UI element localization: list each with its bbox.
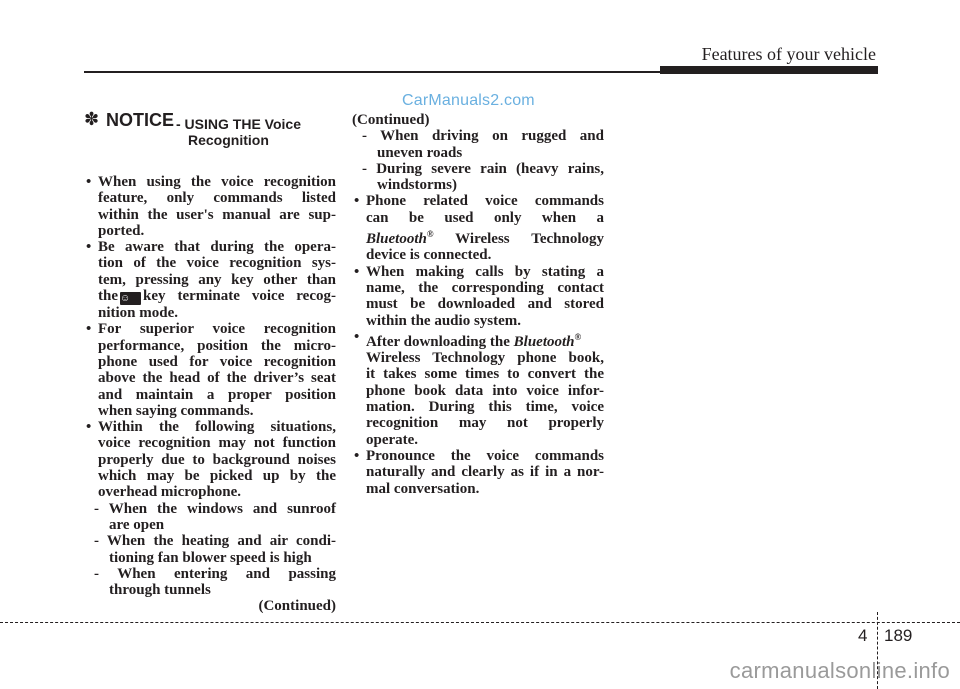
bullet-item [84, 321, 336, 419]
text-line: overhead microphone. [98, 484, 242, 501]
notice-subtitle-2: Recognition [188, 132, 269, 148]
continued-note: (Continued) [258, 598, 336, 615]
text-line: • Phone related voice commands [366, 193, 604, 210]
watermark-bottom: carmanualsonline.info [729, 658, 950, 683]
header-rule-bold [660, 66, 878, 74]
dash-item [84, 533, 336, 566]
text-line: mal conversation. [366, 480, 480, 497]
text-line: - When the windows and sunroof [94, 500, 336, 517]
dash-item [352, 161, 604, 194]
text-line: uneven roads [377, 144, 463, 161]
text-line: can be used only when a [366, 209, 604, 226]
text-line: phone book data into voice infor- [366, 382, 604, 399]
text-line: within the user's manual are sup- [98, 206, 336, 223]
text-line: windstorms) [377, 177, 458, 194]
left-column [84, 109, 336, 615]
text-line: • Within the following situations, [98, 419, 336, 436]
bullet-item [352, 264, 604, 329]
text-line: • For superior voice recognition [98, 321, 336, 338]
text-line: which may be picked up by the [98, 468, 336, 485]
text-line: tion of the voice recognition sys- [98, 255, 336, 272]
text-line: naturally and clearly as if in a nor- [366, 464, 604, 481]
text-line: properly due to background noises [98, 451, 336, 468]
dash-item [84, 501, 336, 534]
text-line: phone used for voice recognition [98, 353, 336, 370]
bullet-item [352, 448, 604, 497]
text-line: - During severe rain (heavy rains, [362, 160, 604, 177]
text-line: Bluetooth® Wireless Technology [366, 229, 604, 248]
text-line: feature, only commands listed [98, 190, 336, 207]
text-line: recognition may not properly [366, 415, 604, 432]
dash-item [352, 128, 604, 161]
text-line: ported. [98, 222, 145, 239]
text-line: - When entering and passing [94, 565, 336, 582]
text-line: nition mode. [98, 305, 179, 322]
text-line: the ☺ key terminate voice recog- [98, 288, 336, 305]
text-line: - When the heating and air condi- [94, 533, 336, 550]
text-line: mation. During this time, voice [366, 399, 604, 416]
bullet-item [84, 174, 336, 239]
footer-rule [0, 622, 960, 623]
notice-label: NOTICE [106, 110, 175, 130]
text-line: - When driving on rugged and [362, 128, 604, 145]
text-line: and maintain a proper position [98, 386, 336, 403]
bullet-item [352, 193, 604, 263]
text-line: through tunnels [109, 582, 211, 599]
text-line: it takes some times to convert the [366, 366, 604, 383]
text-line: above the head of the driver’s seat [98, 370, 336, 387]
notice-heading [84, 109, 336, 152]
text-line: within the audio system. [366, 312, 522, 329]
text-line: performance, position the micro- [98, 337, 336, 354]
text-line: name, the corresponding contact [366, 279, 604, 296]
right-column [352, 112, 604, 497]
voice-recognition-key-icon: ☺ [120, 292, 141, 305]
text-line: when saying commands. [98, 402, 254, 419]
text-line: tem, pressing any key other than [98, 271, 336, 288]
text-line: • When using the voice recognition [98, 174, 336, 190]
text-line: are open [109, 516, 165, 533]
chapter-number: 4 [858, 626, 868, 645]
text-line: device is connected. [366, 247, 492, 264]
text-line: • After downloading the Bluetooth® [366, 331, 582, 350]
bullet-item [84, 419, 336, 500]
text-line: • When making calls by stating a [366, 263, 604, 280]
notice-icon: ✽ [84, 109, 100, 130]
text-line: must be downloaded and stored [366, 296, 604, 313]
text-line: • Pronounce the voice commands [366, 447, 604, 464]
bullet-item [84, 239, 336, 321]
page-header-title: Features of your vehicle [701, 44, 876, 64]
header-rule [84, 71, 660, 73]
text-line: voice recognition may not function [98, 435, 336, 452]
text-line: Wireless Technology phone book, [366, 350, 604, 367]
text-line: tioning fan blower speed is high [109, 549, 312, 566]
watermark-top: CarManuals2.com [402, 92, 535, 109]
page-number: 189 [884, 626, 913, 645]
text-line: operate. [366, 431, 419, 448]
continued-heading: (Continued) [352, 112, 430, 128]
text-line: • Be aware that during the opera- [98, 239, 336, 256]
dash-item [84, 566, 336, 599]
bullet-item [352, 329, 604, 448]
notice-subtitle-1: - USING THE Voice [176, 116, 301, 132]
